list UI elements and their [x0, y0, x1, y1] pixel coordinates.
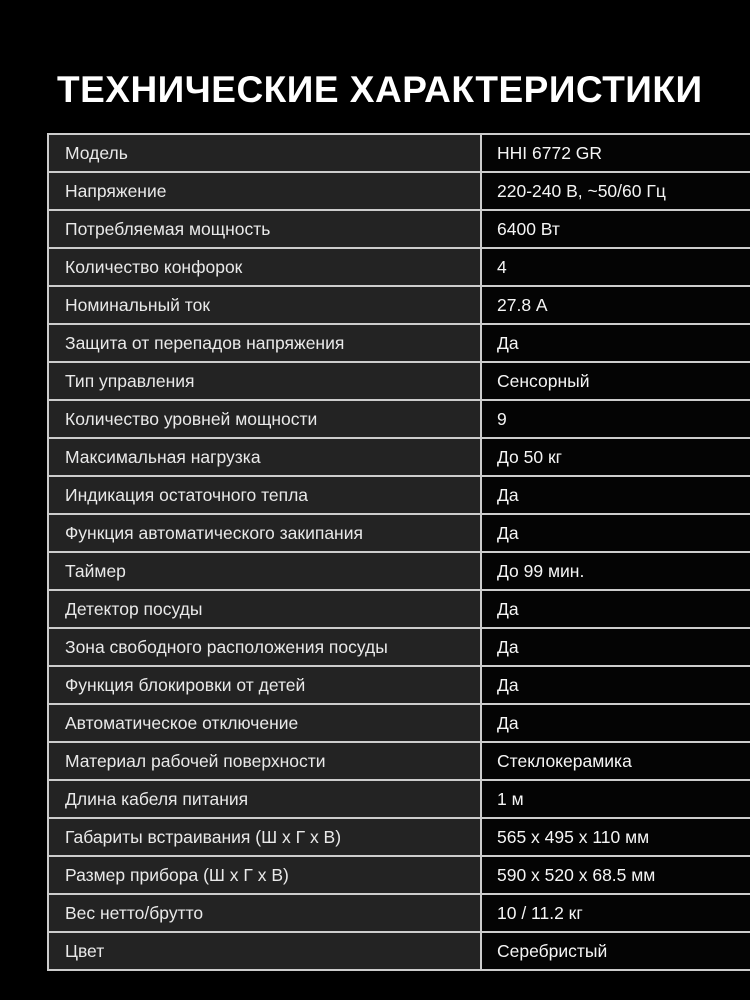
spec-value: HHI 6772 GR [481, 134, 750, 172]
table-row [48, 172, 750, 210]
table-row [48, 628, 750, 666]
table-row [48, 324, 750, 362]
spec-param-label: Максимальная нагрузка [48, 438, 481, 476]
spec-param-label: Потребляемая мощность [48, 210, 481, 248]
spec-value: Да [481, 704, 750, 742]
spec-param-label: Зона свободного расположения посуды [48, 628, 481, 666]
table-row [48, 704, 750, 742]
spec-value: Да [481, 476, 750, 514]
spec-value: 590 x 520 x 68.5 мм [481, 856, 750, 894]
spec-param-label: Детектор посуды [48, 590, 481, 628]
spec-param-label: Напряжение [48, 172, 481, 210]
spec-value: 9 [481, 400, 750, 438]
table-row [48, 552, 750, 590]
spec-param-label: Индикация остаточного тепла [48, 476, 481, 514]
table-row [48, 856, 750, 894]
table-row [48, 742, 750, 780]
page-title: ТЕХНИЧЕСКИЕ ХАРАКТЕРИСТИКИ [57, 69, 703, 110]
spec-value: До 50 кг [481, 438, 750, 476]
spec-param-label: Автоматическое отключение [48, 704, 481, 742]
table-row [48, 818, 750, 856]
specs-table-body [48, 134, 750, 970]
spec-param-label: Количество конфорок [48, 248, 481, 286]
table-row [48, 894, 750, 932]
spec-value: 6400 Вт [481, 210, 750, 248]
table-row [48, 666, 750, 704]
table-row [48, 514, 750, 552]
spec-value: 220-240 В, ~50/60 Гц [481, 172, 750, 210]
spec-value: Да [481, 324, 750, 362]
spec-param-label: Длина кабеля питания [48, 780, 481, 818]
spec-param-label: Количество уровней мощности [48, 400, 481, 438]
table-row [48, 438, 750, 476]
table-row [48, 780, 750, 818]
spec-param-label: Таймер [48, 552, 481, 590]
table-row [48, 134, 750, 172]
spec-value: Стеклокерамика [481, 742, 750, 780]
spec-param-label: Защита от перепадов напряжения [48, 324, 481, 362]
spec-value: Серебристый [481, 932, 750, 970]
spec-param-label: Материал рабочей поверхности [48, 742, 481, 780]
spec-value: 1 м [481, 780, 750, 818]
table-row [48, 400, 750, 438]
spec-value: 10 / 11.2 кг [481, 894, 750, 932]
spec-value: 27.8 А [481, 286, 750, 324]
table-row [48, 590, 750, 628]
table-row [48, 476, 750, 514]
spec-param-label: Тип управления [48, 362, 481, 400]
spec-param-label: Функция автоматического закипания [48, 514, 481, 552]
spec-value: 4 [481, 248, 750, 286]
spec-param-label: Размер прибора (Ш х Г х В) [48, 856, 481, 894]
spec-param-label: Номинальный ток [48, 286, 481, 324]
specs-table [47, 133, 750, 971]
spec-value: Да [481, 666, 750, 704]
spec-param-label: Габариты встраивания (Ш х Г х В) [48, 818, 481, 856]
spec-value: Да [481, 628, 750, 666]
spec-value: Да [481, 514, 750, 552]
spec-param-label: Модель [48, 134, 481, 172]
table-row [48, 286, 750, 324]
spec-value: До 99 мин. [481, 552, 750, 590]
table-row [48, 362, 750, 400]
spec-param-label: Цвет [48, 932, 481, 970]
table-row [48, 932, 750, 970]
spec-value: Сенсорный [481, 362, 750, 400]
spec-value: 565 x 495 x 110 мм [481, 818, 750, 856]
spec-param-label: Функция блокировки от детей [48, 666, 481, 704]
table-row [48, 248, 750, 286]
spec-value: Да [481, 590, 750, 628]
table-row [48, 210, 750, 248]
spec-param-label: Вес нетто/брутто [48, 894, 481, 932]
